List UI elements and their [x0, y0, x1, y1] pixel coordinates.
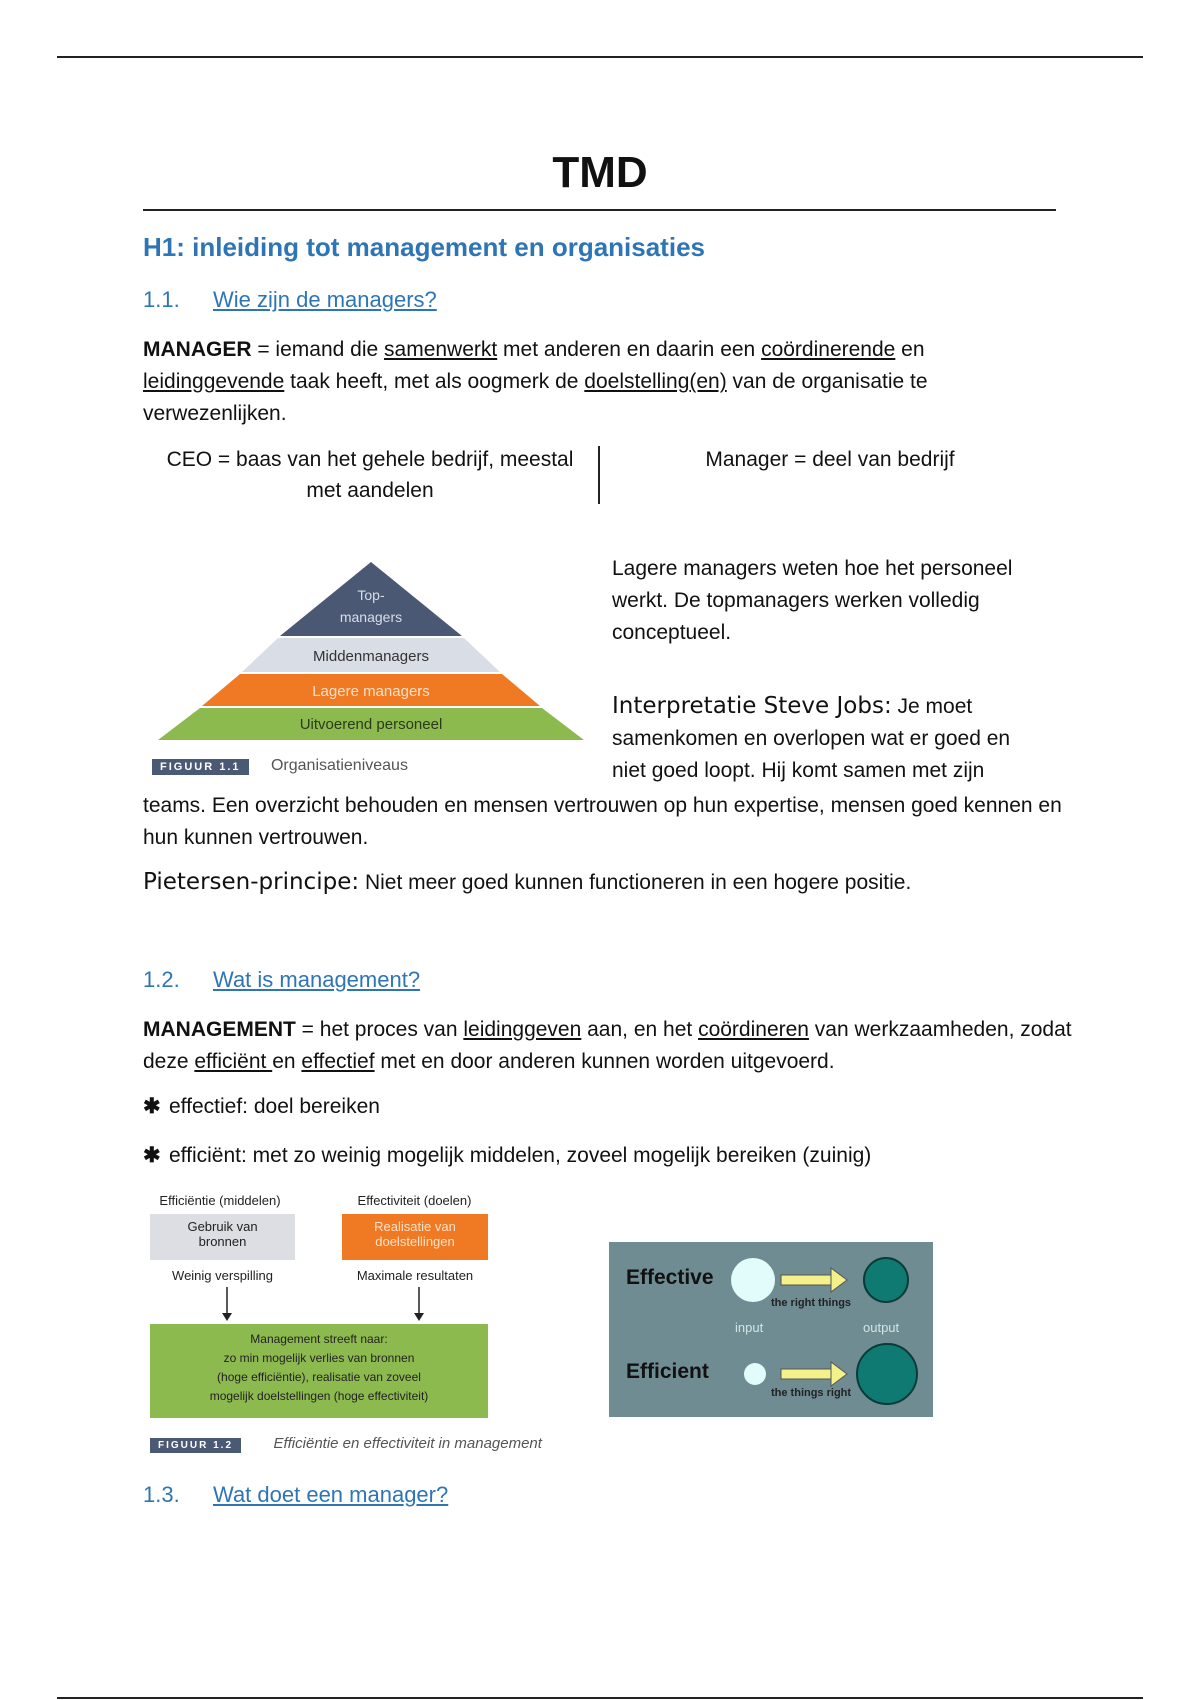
chapter-heading: H1: inleiding tot management en organisaties	[143, 232, 705, 262]
section-number: 1.3.	[143, 1482, 180, 1507]
figure-1-2	[145, 1190, 500, 1430]
box-line: Realisatie van	[374, 1219, 456, 1234]
text: met en door anderen kunnen worden uitgevoerd.	[374, 1050, 835, 1073]
underlined-term: leidinggeven	[463, 1018, 582, 1041]
section-title: Wie zijn de managers?	[213, 287, 437, 312]
pyramid-label-top-1: Top-	[357, 587, 385, 603]
section-number: 1.1.	[143, 287, 180, 312]
section-number: 1.2.	[143, 967, 180, 992]
pietersen-text: Niet meer goed kunnen functioneren in een hogere positie.	[359, 871, 912, 894]
section-title: Wat doet een manager?	[213, 1482, 449, 1507]
pyramid-label-top-2: managers	[339, 609, 403, 625]
underlined-term: doelstelling(en)	[584, 370, 727, 393]
input-circle-large	[731, 1258, 775, 1302]
section-heading-1-1	[143, 287, 437, 313]
term: MANAGER	[143, 338, 252, 361]
text: aan, en het	[581, 1018, 699, 1041]
green-management-box	[150, 1324, 488, 1418]
output-circle	[864, 1258, 908, 1302]
box-line: doelstellingen	[375, 1234, 455, 1249]
output-circle-large	[857, 1344, 917, 1404]
figure-label: FIGUUR 1.1	[152, 759, 249, 775]
term: MANAGEMENT	[143, 1018, 296, 1041]
effective-efficient-image	[609, 1242, 933, 1417]
pyramid-label-uitvoerend: Uitvoerend personeel	[299, 716, 443, 733]
bullet-text: effectief: doel bereiken	[169, 1095, 380, 1118]
efficiency-header: Efficiëntie (middelen)	[159, 1193, 281, 1208]
weinig-verspilling: Weinig verspilling	[172, 1268, 273, 1283]
title-underline	[143, 209, 1056, 211]
figure-1-2-caption	[150, 1435, 542, 1453]
management-definition	[143, 1014, 1073, 1078]
underlined-term: coördinerende	[761, 338, 896, 361]
pyramid-figure	[150, 558, 590, 788]
lagere-managers-text: Lagere managers weten hoe het personeel werkt. De topmanagers werken volledig conceptueel.	[612, 557, 1013, 644]
effective-label: Effective	[626, 1266, 714, 1289]
manager-definition	[143, 334, 1063, 430]
bullet-star-icon: ✱	[143, 1144, 161, 1167]
underlined-term: samenwerkt	[384, 338, 498, 361]
right-things-label: the right things	[771, 1297, 852, 1309]
box-line: Gebruik van	[187, 1219, 258, 1234]
bullet-effectief	[143, 1094, 380, 1119]
underlined-term: efficiënt	[194, 1050, 273, 1073]
bullet-efficient	[143, 1143, 871, 1168]
text: van werkzaamheden, zodat deze	[143, 1018, 1072, 1073]
top-rule	[57, 56, 1143, 58]
section-title: Wat is management?	[213, 967, 421, 992]
figure-caption: Efficiëntie en effectiviteit in management	[273, 1435, 542, 1452]
pyramid-label-midden: Middenmanagers	[313, 648, 429, 665]
text: met anderen en daarin een	[497, 338, 762, 361]
document-title: TMD	[552, 148, 648, 197]
manager-part-definition: Manager = deel van bedrijf	[705, 448, 955, 471]
green-line: mogelijk doelstellingen (hoge effectiviteit)	[209, 1389, 429, 1403]
steve-jobs-text	[612, 690, 1042, 787]
bullet-text: efficiënt: met zo weinig mogelijk middelen, zoveel mogelijk bereiken (zuinig)	[169, 1144, 872, 1167]
things-right-label: the things right	[771, 1387, 852, 1399]
pietersen-principle	[143, 866, 1063, 899]
bottom-rule	[57, 1697, 1143, 1699]
text: = iemand die	[251, 338, 385, 361]
figure-1-1-caption	[152, 757, 408, 775]
jobs-text: Je moet samenkomen en overlopen wat er goed en niet goed loopt. Hij komt samen met zijn	[612, 695, 1011, 782]
green-line: (hoge efficiëntie), realisatie van zoveel	[217, 1370, 421, 1384]
steve-jobs-continued: teams. Een overzicht behouden en mensen vertrouwen op hun expertise, mensen goed kennen en hun kunnen vertrouwen.	[143, 794, 1062, 849]
underlined-term: effectief	[301, 1050, 375, 1073]
efficient-label: Efficient	[626, 1360, 709, 1383]
green-line: Management streeft naar:	[250, 1332, 388, 1346]
pietersen-term: Pietersen-principe:	[143, 869, 360, 895]
figure-label: FIGUUR 1.2	[150, 1438, 241, 1453]
maximale-resultaten: Maximale resultaten	[356, 1268, 474, 1283]
section-heading-1-2	[143, 967, 420, 993]
effectiveness-header: Effectiviteit (doelen)	[357, 1193, 472, 1208]
green-line: zo min mogelijk verlies van bronnen	[223, 1351, 415, 1365]
text: en	[895, 338, 925, 361]
input-label: input	[735, 1320, 764, 1335]
ceo-definition: CEO = baas van het gehele bedrijf, meestal met aandelen	[166, 448, 574, 502]
input-circle-small	[744, 1363, 766, 1385]
text: van de organisatie te verwezenlijken.	[143, 370, 928, 425]
underlined-term: coördineren	[698, 1018, 809, 1041]
column-divider	[598, 446, 600, 504]
pyramid-label-lagere: Lagere managers	[312, 683, 430, 700]
box-gebruik-bronnen	[150, 1214, 295, 1260]
text: taak heeft, met als oogmerk de	[284, 370, 585, 393]
figure-caption: Organisatieniveaus	[270, 757, 408, 774]
output-label: output	[863, 1320, 900, 1335]
box-realisatie-doelstellingen	[342, 1214, 488, 1260]
text: en	[272, 1050, 302, 1073]
bullet-star-icon: ✱	[143, 1095, 161, 1118]
jobs-term: Interpretatie Steve Jobs:	[612, 693, 892, 719]
underlined-term: leidinggevende	[143, 370, 285, 393]
section-heading-1-3	[143, 1482, 448, 1508]
box-line: bronnen	[198, 1234, 247, 1249]
arrows	[145, 1285, 500, 1325]
text: = het proces van	[295, 1018, 464, 1041]
